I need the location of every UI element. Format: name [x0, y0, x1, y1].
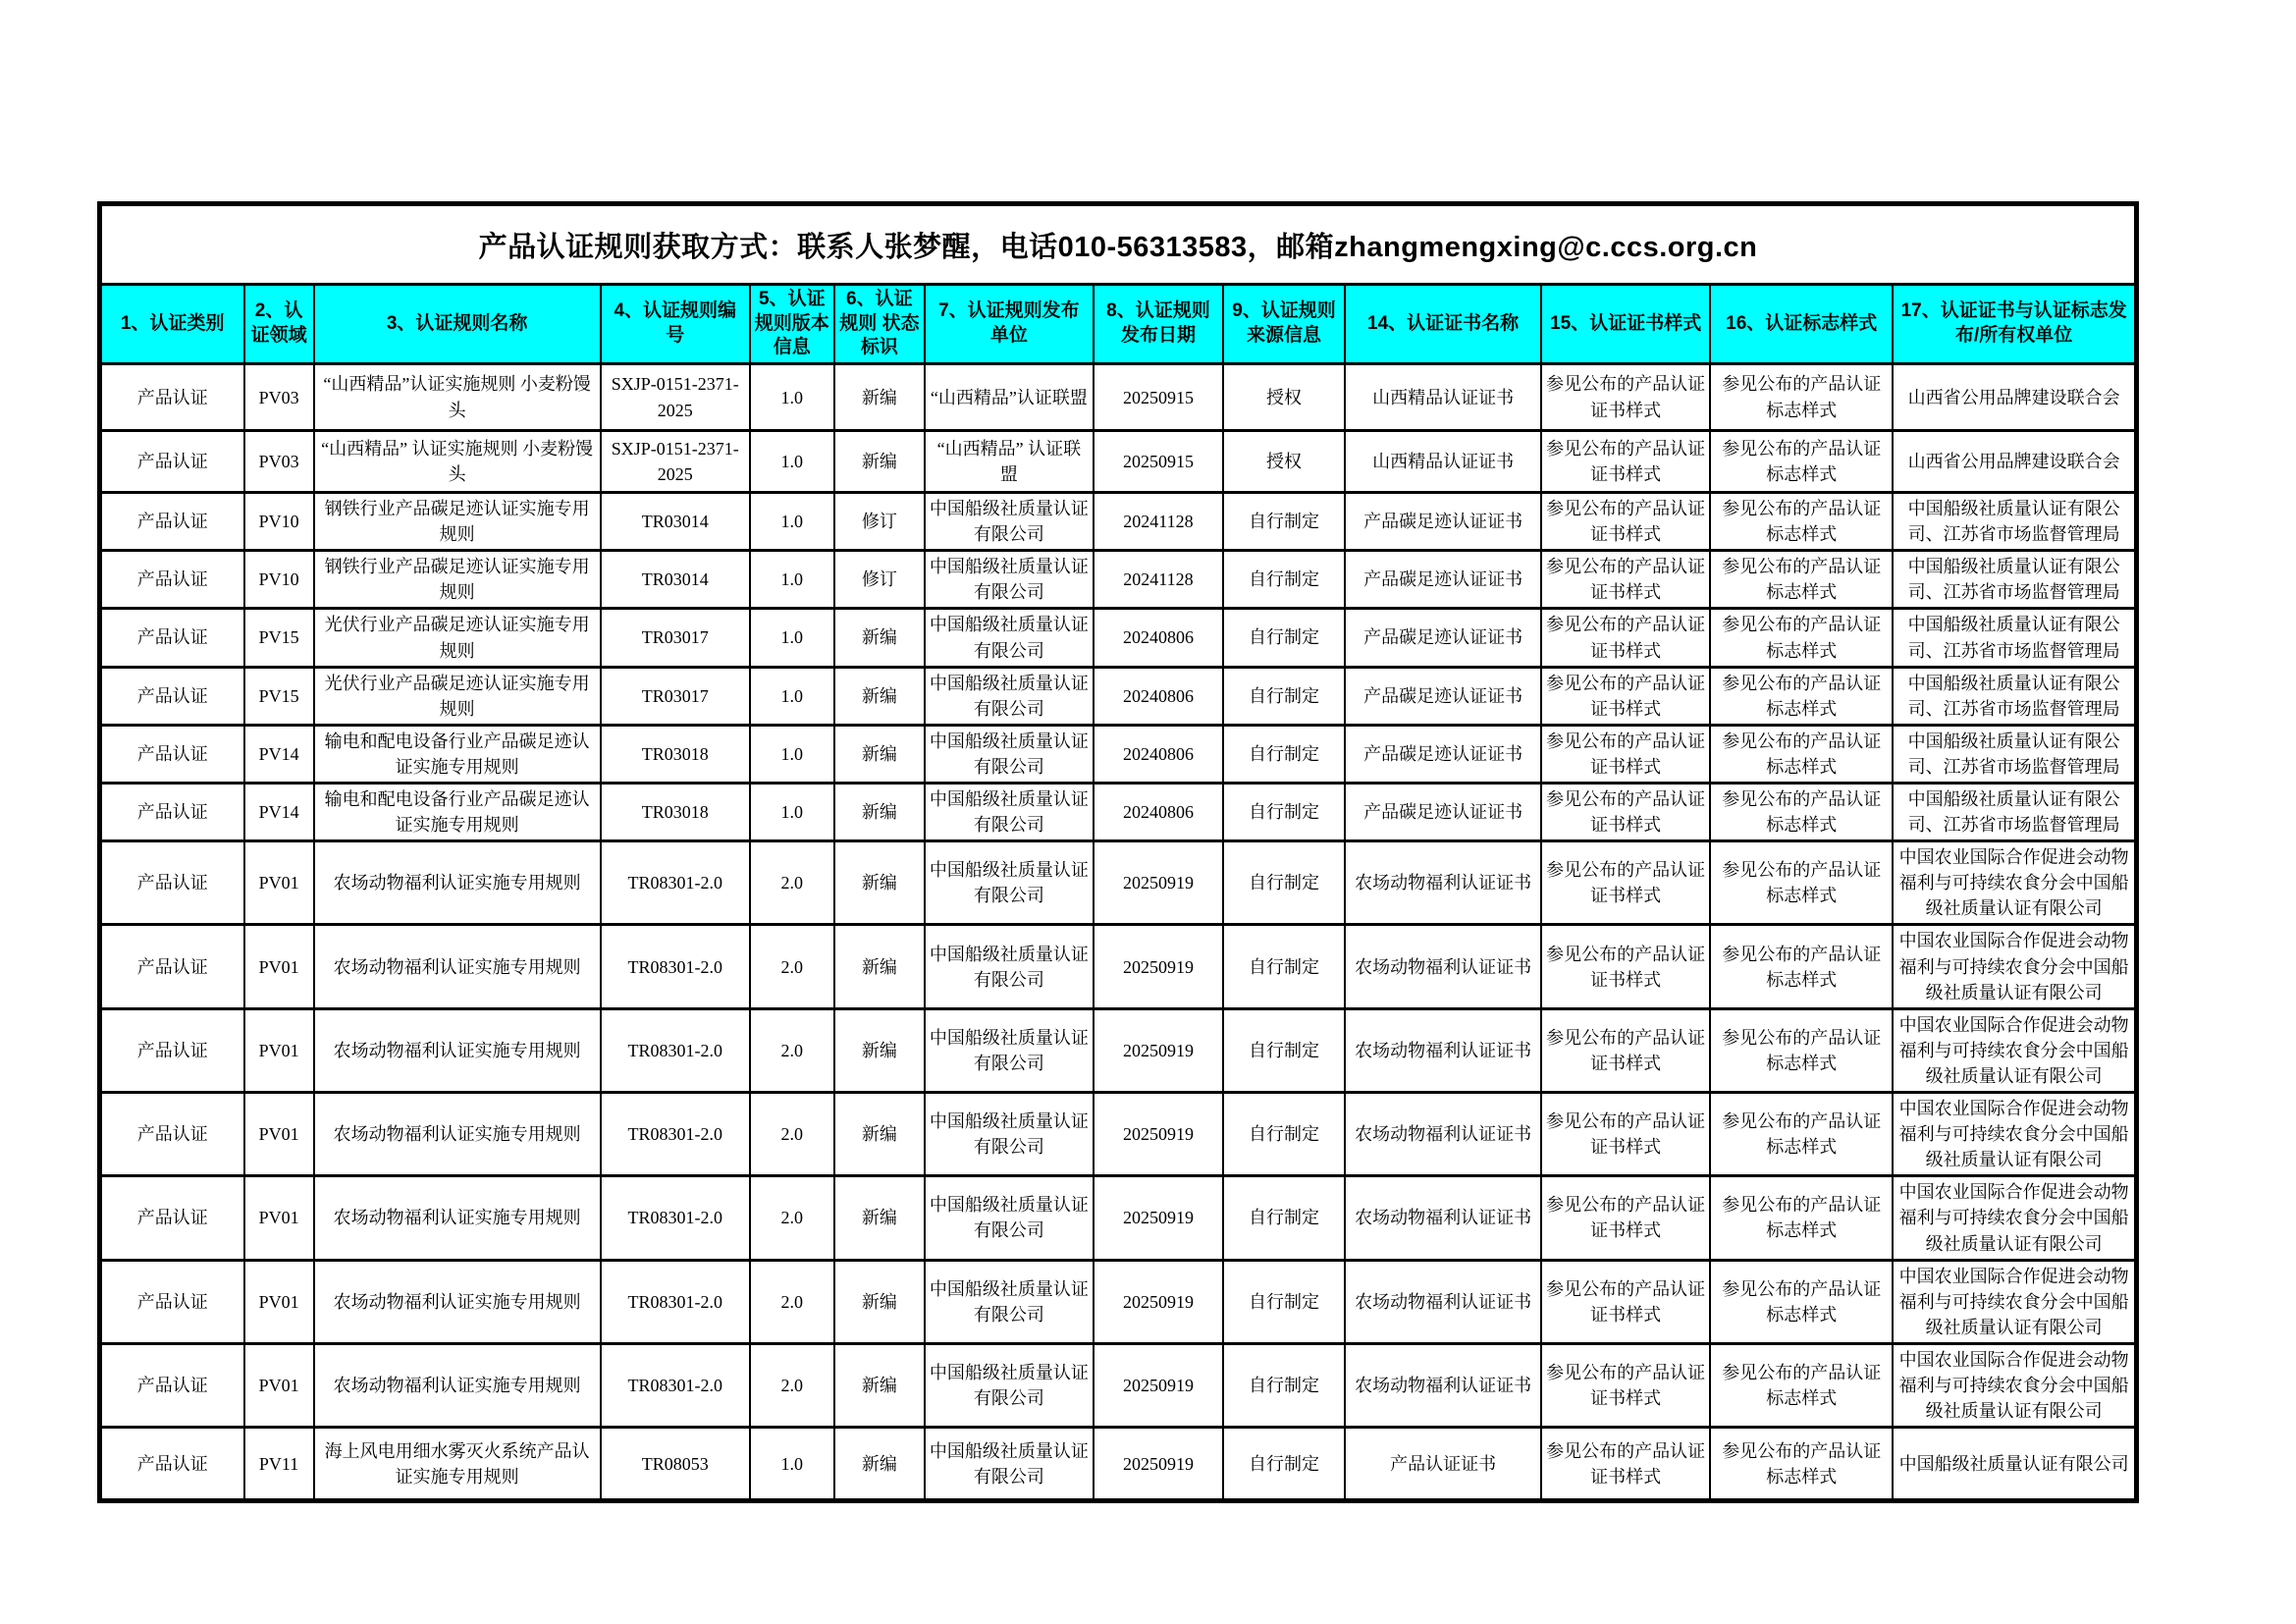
table-row: [100, 1428, 2137, 1501]
cell-cert-category: 产品认证: [100, 725, 244, 783]
cell-certificate-style: 参见公布的产品认证证书样式: [1541, 1343, 1710, 1427]
cell-mark-style: 参见公布的产品认证标志样式: [1710, 431, 1893, 493]
cell-issuer-owner: 中国船级社质量认证有限公司、江苏省市场监督管理局: [1893, 551, 2136, 609]
cell-rule-source: 自行制定: [1223, 784, 1345, 841]
cell-publish-date: 20240806: [1094, 784, 1223, 841]
cell-rule-version: 1.0: [750, 784, 834, 841]
cell-publish-date: 20250919: [1094, 1260, 1223, 1343]
cell-mark-style: 参见公布的产品认证标志样式: [1710, 925, 1893, 1008]
cell-rule-version: 1.0: [750, 431, 834, 493]
cell-issuer-owner: 中国船级社质量认证有限公司、江苏省市场监督管理局: [1893, 725, 2136, 783]
cell-cert-field: PV01: [244, 925, 314, 1008]
cell-rule-version: 2.0: [750, 1260, 834, 1343]
table-row: [100, 784, 2137, 841]
cell-rule-version: 2.0: [750, 1176, 834, 1260]
table-row: [100, 1260, 2137, 1343]
header-row: [100, 285, 2137, 364]
title-row: [100, 204, 2137, 285]
table-row: [100, 667, 2137, 725]
cell-rule-name: 光伏行业产品碳足迹认证实施专用规则: [314, 609, 601, 667]
column-header-3: 3、认证规则名称: [314, 285, 601, 364]
cell-rule-source: 自行制定: [1223, 725, 1345, 783]
cell-issuer-owner: 中国农业国际合作促进会动物福利与可持续农食分会中国船级社质量认证有限公司: [1893, 1176, 2136, 1260]
cell-certificate-style: 参见公布的产品认证证书样式: [1541, 1008, 1710, 1092]
cell-rule-number: TR03014: [601, 551, 750, 609]
cell-issuer-owner: 中国农业国际合作促进会动物福利与可持续农食分会中国船级社质量认证有限公司: [1893, 1008, 2136, 1092]
table-row: [100, 364, 2137, 431]
cell-rule-version: 2.0: [750, 841, 834, 925]
cell-mark-style: 参见公布的产品认证标志样式: [1710, 667, 1893, 725]
cell-rule-name: 农场动物福利认证实施专用规则: [314, 841, 601, 925]
cell-cert-field: PV10: [244, 493, 314, 551]
cell-rule-status: 新编: [834, 609, 925, 667]
cell-certificate-name: 产品碳足迹认证证书: [1345, 493, 1541, 551]
cell-rule-number: TR03017: [601, 609, 750, 667]
cell-rule-number: TR08301-2.0: [601, 1260, 750, 1343]
cell-rule-name: 农场动物福利认证实施专用规则: [314, 925, 601, 1008]
cell-cert-category: 产品认证: [100, 667, 244, 725]
cell-rule-version: 2.0: [750, 1008, 834, 1092]
cell-publish-date: 20250919: [1094, 1343, 1223, 1427]
column-header-4: 4、认证规则编号: [601, 285, 750, 364]
cell-publish-date: 20250919: [1094, 1176, 1223, 1260]
cell-mark-style: 参见公布的产品认证标志样式: [1710, 551, 1893, 609]
cell-rule-number: TR03018: [601, 784, 750, 841]
cell-publish-date: 20240806: [1094, 725, 1223, 783]
cell-rule-status: 新编: [834, 1260, 925, 1343]
cell-certificate-name: 农场动物福利认证证书: [1345, 1008, 1541, 1092]
cell-rule-version: 1.0: [750, 725, 834, 783]
cell-rule-source: 自行制定: [1223, 841, 1345, 925]
cell-rule-status: 新编: [834, 841, 925, 925]
cell-rule-name: 钢铁行业产品碳足迹认证实施专用规则: [314, 493, 601, 551]
cell-issuer-owner: 中国船级社质量认证有限公司、江苏省市场监督管理局: [1893, 609, 2136, 667]
cell-cert-category: 产品认证: [100, 1008, 244, 1092]
cell-mark-style: 参见公布的产品认证标志样式: [1710, 609, 1893, 667]
cell-rule-version: 1.0: [750, 609, 834, 667]
cell-cert-field: PV10: [244, 551, 314, 609]
column-header-9: 9、认证规则来源信息: [1223, 285, 1345, 364]
column-header-11: 15、认证证书样式: [1541, 285, 1710, 364]
cell-rule-version: 1.0: [750, 493, 834, 551]
cell-rule-name: 海上风电用细水雾灭火系统产品认证实施专用规则: [314, 1428, 601, 1501]
column-header-1: 1、认证类别: [100, 285, 244, 364]
cell-certificate-style: 参见公布的产品认证证书样式: [1541, 841, 1710, 925]
cell-rule-status: 新编: [834, 431, 925, 493]
cell-rule-number: TR08301-2.0: [601, 1343, 750, 1427]
cell-certificate-style: 参见公布的产品认证证书样式: [1541, 551, 1710, 609]
cell-cert-category: 产品认证: [100, 925, 244, 1008]
cell-rule-version: 2.0: [750, 1093, 834, 1176]
cell-certificate-name: 农场动物福利认证证书: [1345, 1176, 1541, 1260]
cell-rule-version: 2.0: [750, 925, 834, 1008]
cell-rule-source: 自行制定: [1223, 1260, 1345, 1343]
cell-certificate-style: 参见公布的产品认证证书样式: [1541, 431, 1710, 493]
cell-rule-publisher: 中国船级社质量认证有限公司: [925, 841, 1094, 925]
cell-certificate-name: 产品认证证书: [1345, 1428, 1541, 1501]
cell-rule-name: 农场动物福利认证实施专用规则: [314, 1343, 601, 1427]
cell-issuer-owner: 中国农业国际合作促进会动物福利与可持续农食分会中国船级社质量认证有限公司: [1893, 1260, 2136, 1343]
cell-cert-field: PV03: [244, 431, 314, 493]
cell-certificate-style: 参见公布的产品认证证书样式: [1541, 609, 1710, 667]
cell-rule-publisher: 中国船级社质量认证有限公司: [925, 1428, 1094, 1501]
cell-certificate-name: 产品碳足迹认证证书: [1345, 784, 1541, 841]
cell-rule-version: 1.0: [750, 667, 834, 725]
cell-certificate-name: 产品碳足迹认证证书: [1345, 609, 1541, 667]
column-header-12: 16、认证标志样式: [1710, 285, 1893, 364]
cell-issuer-owner: 中国农业国际合作促进会动物福利与可持续农食分会中国船级社质量认证有限公司: [1893, 1343, 2136, 1427]
table-row: [100, 841, 2137, 925]
cell-rule-name: 农场动物福利认证实施专用规则: [314, 1176, 601, 1260]
cell-certificate-style: 参见公布的产品认证证书样式: [1541, 1093, 1710, 1176]
cell-cert-field: PV14: [244, 725, 314, 783]
cell-cert-field: PV11: [244, 1428, 314, 1501]
cell-issuer-owner: 山西省公用品牌建设联合会: [1893, 431, 2136, 493]
column-header-10: 14、认证证书名称: [1345, 285, 1541, 364]
cell-rule-publisher: 中国船级社质量认证有限公司: [925, 493, 1094, 551]
cell-certificate-style: 参见公布的产品认证证书样式: [1541, 725, 1710, 783]
cell-rule-source: 自行制定: [1223, 1093, 1345, 1176]
cell-rule-publisher: 中国船级社质量认证有限公司: [925, 1093, 1094, 1176]
cell-rule-publisher: 中国船级社质量认证有限公司: [925, 551, 1094, 609]
cell-rule-version: 1.0: [750, 1428, 834, 1501]
cell-cert-category: 产品认证: [100, 1093, 244, 1176]
cell-certificate-name: 农场动物福利认证证书: [1345, 1260, 1541, 1343]
cell-rule-publisher: “山西精品”认证联盟: [925, 364, 1094, 431]
column-header-8: 8、认证规则发布日期: [1094, 285, 1223, 364]
cell-rule-number: TR08301-2.0: [601, 1008, 750, 1092]
cell-rule-number: TR03014: [601, 493, 750, 551]
cell-issuer-owner: 中国船级社质量认证有限公司: [1893, 1428, 2136, 1501]
cell-issuer-owner: 中国船级社质量认证有限公司、江苏省市场监督管理局: [1893, 493, 2136, 551]
table-row: [100, 551, 2137, 609]
cell-mark-style: 参见公布的产品认证标志样式: [1710, 784, 1893, 841]
cell-publish-date: 20250915: [1094, 431, 1223, 493]
table-row: [100, 725, 2137, 783]
cell-issuer-owner: 中国农业国际合作促进会动物福利与可持续农食分会中国船级社质量认证有限公司: [1893, 841, 2136, 925]
cell-certificate-name: 农场动物福利认证证书: [1345, 925, 1541, 1008]
cell-rule-publisher: 中国船级社质量认证有限公司: [925, 725, 1094, 783]
cell-certificate-name: 产品碳足迹认证证书: [1345, 551, 1541, 609]
cell-rule-status: 新编: [834, 364, 925, 431]
table-row: [100, 609, 2137, 667]
cell-publish-date: 20241128: [1094, 493, 1223, 551]
cell-rule-publisher: 中国船级社质量认证有限公司: [925, 609, 1094, 667]
cell-cert-field: PV15: [244, 609, 314, 667]
cell-rule-status: 新编: [834, 1008, 925, 1092]
cell-mark-style: 参见公布的产品认证标志样式: [1710, 1260, 1893, 1343]
cell-rule-status: 新编: [834, 667, 925, 725]
cell-rule-source: 授权: [1223, 364, 1345, 431]
table-row: [100, 925, 2137, 1008]
cell-mark-style: 参见公布的产品认证标志样式: [1710, 725, 1893, 783]
cell-mark-style: 参见公布的产品认证标志样式: [1710, 1176, 1893, 1260]
cell-certificate-name: 产品碳足迹认证证书: [1345, 725, 1541, 783]
cell-certificate-style: 参见公布的产品认证证书样式: [1541, 784, 1710, 841]
cell-rule-number: TR08301-2.0: [601, 1093, 750, 1176]
cell-rule-source: 自行制定: [1223, 1008, 1345, 1092]
cell-certificate-style: 参见公布的产品认证证书样式: [1541, 364, 1710, 431]
cell-certificate-name: 农场动物福利认证证书: [1345, 1343, 1541, 1427]
cell-rule-number: TR03017: [601, 667, 750, 725]
cell-certificate-name: 农场动物福利认证证书: [1345, 841, 1541, 925]
cell-rule-status: 新编: [834, 725, 925, 783]
cell-rule-number: TR08301-2.0: [601, 1176, 750, 1260]
cell-cert-category: 产品认证: [100, 1260, 244, 1343]
cell-publish-date: 20250915: [1094, 364, 1223, 431]
cell-mark-style: 参见公布的产品认证标志样式: [1710, 364, 1893, 431]
cell-certificate-name: 农场动物福利认证证书: [1345, 1093, 1541, 1176]
cell-rule-name: 输电和配电设备行业产品碳足迹认证实施专用规则: [314, 784, 601, 841]
cell-rule-source: 自行制定: [1223, 925, 1345, 1008]
table-body: [100, 364, 2137, 1501]
cell-rule-status: 新编: [834, 1428, 925, 1501]
cell-mark-style: 参见公布的产品认证标志样式: [1710, 1428, 1893, 1501]
cell-publish-date: 20240806: [1094, 609, 1223, 667]
table-row: [100, 1093, 2137, 1176]
cell-rule-number: TR03018: [601, 725, 750, 783]
column-header-13: 17、认证证书与认证标志发布/所有权单位: [1893, 285, 2136, 364]
cell-issuer-owner: 中国农业国际合作促进会动物福利与可持续农食分会中国船级社质量认证有限公司: [1893, 925, 2136, 1008]
cell-certificate-style: 参见公布的产品认证证书样式: [1541, 1428, 1710, 1501]
cell-rule-name: 钢铁行业产品碳足迹认证实施专用规则: [314, 551, 601, 609]
cell-rule-source: 自行制定: [1223, 1428, 1345, 1501]
column-header-5: 5、认证规则版本信息: [750, 285, 834, 364]
cell-mark-style: 参见公布的产品认证标志样式: [1710, 841, 1893, 925]
cell-cert-category: 产品认证: [100, 1428, 244, 1501]
cell-issuer-owner: 中国农业国际合作促进会动物福利与可持续农食分会中国船级社质量认证有限公司: [1893, 1093, 2136, 1176]
cell-rule-version: 1.0: [750, 551, 834, 609]
table-row: [100, 431, 2137, 493]
cell-cert-category: 产品认证: [100, 493, 244, 551]
cell-publish-date: 20250919: [1094, 841, 1223, 925]
cell-publish-date: 20250919: [1094, 1428, 1223, 1501]
cell-cert-category: 产品认证: [100, 1343, 244, 1427]
cell-mark-style: 参见公布的产品认证标志样式: [1710, 1093, 1893, 1176]
table-row: [100, 1343, 2137, 1427]
cell-rule-publisher: 中国船级社质量认证有限公司: [925, 1260, 1094, 1343]
cell-rule-name: 农场动物福利认证实施专用规则: [314, 1260, 601, 1343]
cell-publish-date: 20250919: [1094, 1008, 1223, 1092]
cell-rule-name: 农场动物福利认证实施专用规则: [314, 1008, 601, 1092]
cell-rule-number: SXJP-0151-2371-2025: [601, 431, 750, 493]
column-header-7: 7、认证规则发布单位: [925, 285, 1094, 364]
cell-rule-number: TR08301-2.0: [601, 925, 750, 1008]
cell-rule-status: 新编: [834, 1343, 925, 1427]
cell-cert-field: PV15: [244, 667, 314, 725]
cell-publish-date: 20240806: [1094, 667, 1223, 725]
cell-certificate-name: 山西精品认证证书: [1345, 431, 1541, 493]
cell-rule-publisher: 中国船级社质量认证有限公司: [925, 784, 1094, 841]
cell-certificate-style: 参见公布的产品认证证书样式: [1541, 667, 1710, 725]
cell-certificate-style: 参见公布的产品认证证书样式: [1541, 925, 1710, 1008]
cell-cert-category: 产品认证: [100, 1176, 244, 1260]
cell-rule-name: 农场动物福利认证实施专用规则: [314, 1093, 601, 1176]
cell-issuer-owner: 中国船级社质量认证有限公司、江苏省市场监督管理局: [1893, 784, 2136, 841]
cell-cert-field: PV01: [244, 1008, 314, 1092]
cell-rule-status: 新编: [834, 1176, 925, 1260]
table-row: [100, 1176, 2137, 1260]
cell-mark-style: 参见公布的产品认证标志样式: [1710, 1343, 1893, 1427]
cell-rule-source: 自行制定: [1223, 1176, 1345, 1260]
cell-cert-field: PV14: [244, 784, 314, 841]
cell-rule-publisher: 中国船级社质量认证有限公司: [925, 1176, 1094, 1260]
cell-rule-publisher: 中国船级社质量认证有限公司: [925, 1343, 1094, 1427]
cell-cert-category: 产品认证: [100, 609, 244, 667]
cell-rule-publisher: 中国船级社质量认证有限公司: [925, 925, 1094, 1008]
cell-publish-date: 20241128: [1094, 551, 1223, 609]
cell-issuer-owner: 山西省公用品牌建设联合会: [1893, 364, 2136, 431]
cell-mark-style: 参见公布的产品认证标志样式: [1710, 1008, 1893, 1092]
cell-issuer-owner: 中国船级社质量认证有限公司、江苏省市场监督管理局: [1893, 667, 2136, 725]
cell-certificate-style: 参见公布的产品认证证书样式: [1541, 1176, 1710, 1260]
cell-rule-publisher: 中国船级社质量认证有限公司: [925, 1008, 1094, 1092]
certification-rules-table: [97, 201, 2139, 1503]
cell-rule-version: 2.0: [750, 1343, 834, 1427]
cell-mark-style: 参见公布的产品认证标志样式: [1710, 493, 1893, 551]
cell-rule-name: 输电和配电设备行业产品碳足迹认证实施专用规则: [314, 725, 601, 783]
cell-rule-source: 授权: [1223, 431, 1345, 493]
cell-rule-status: 修订: [834, 551, 925, 609]
cell-rule-status: 新编: [834, 1093, 925, 1176]
cell-publish-date: 20250919: [1094, 1093, 1223, 1176]
cell-cert-field: PV03: [244, 364, 314, 431]
cell-rule-status: 新编: [834, 784, 925, 841]
cell-rule-name: “山西精品” 认证实施规则 小麦粉馒头: [314, 431, 601, 493]
cell-rule-source: 自行制定: [1223, 609, 1345, 667]
cell-rule-number: TR08301-2.0: [601, 841, 750, 925]
cell-certificate-name: 产品碳足迹认证证书: [1345, 667, 1541, 725]
cell-certificate-style: 参见公布的产品认证证书样式: [1541, 1260, 1710, 1343]
cell-certificate-name: 山西精品认证证书: [1345, 364, 1541, 431]
cell-rule-version: 1.0: [750, 364, 834, 431]
cell-rule-source: 自行制定: [1223, 551, 1345, 609]
cell-cert-category: 产品认证: [100, 431, 244, 493]
cell-cert-field: PV01: [244, 1176, 314, 1260]
cell-rule-name: “山西精品”认证实施规则 小麦粉馒头: [314, 364, 601, 431]
cell-cert-field: PV01: [244, 841, 314, 925]
table-row: [100, 493, 2137, 551]
cell-cert-category: 产品认证: [100, 841, 244, 925]
page-title: 产品认证规则获取方式：联系人张梦醒，电话010-56313583，邮箱zhangmengxing@c.ccs.org.cn: [100, 204, 2137, 285]
cell-cert-field: PV01: [244, 1260, 314, 1343]
cell-rule-source: 自行制定: [1223, 667, 1345, 725]
cell-rule-status: 新编: [834, 925, 925, 1008]
cell-cert-field: PV01: [244, 1093, 314, 1176]
cell-publish-date: 20250919: [1094, 925, 1223, 1008]
cell-cert-field: PV01: [244, 1343, 314, 1427]
cell-rule-publisher: “山西精品” 认证联盟: [925, 431, 1094, 493]
column-header-2: 2、认证领域: [244, 285, 314, 364]
cell-rule-number: SXJP-0151-2371-2025: [601, 364, 750, 431]
cell-rule-status: 修订: [834, 493, 925, 551]
cell-cert-category: 产品认证: [100, 784, 244, 841]
cell-certificate-style: 参见公布的产品认证证书样式: [1541, 493, 1710, 551]
column-header-6: 6、认证规则 状态标识: [834, 285, 925, 364]
cell-rule-name: 光伏行业产品碳足迹认证实施专用规则: [314, 667, 601, 725]
cell-rule-source: 自行制定: [1223, 493, 1345, 551]
cell-cert-category: 产品认证: [100, 551, 244, 609]
cell-rule-source: 自行制定: [1223, 1343, 1345, 1427]
cell-rule-publisher: 中国船级社质量认证有限公司: [925, 667, 1094, 725]
cell-cert-category: 产品认证: [100, 364, 244, 431]
table-row: [100, 1008, 2137, 1092]
cell-rule-number: TR08053: [601, 1428, 750, 1501]
